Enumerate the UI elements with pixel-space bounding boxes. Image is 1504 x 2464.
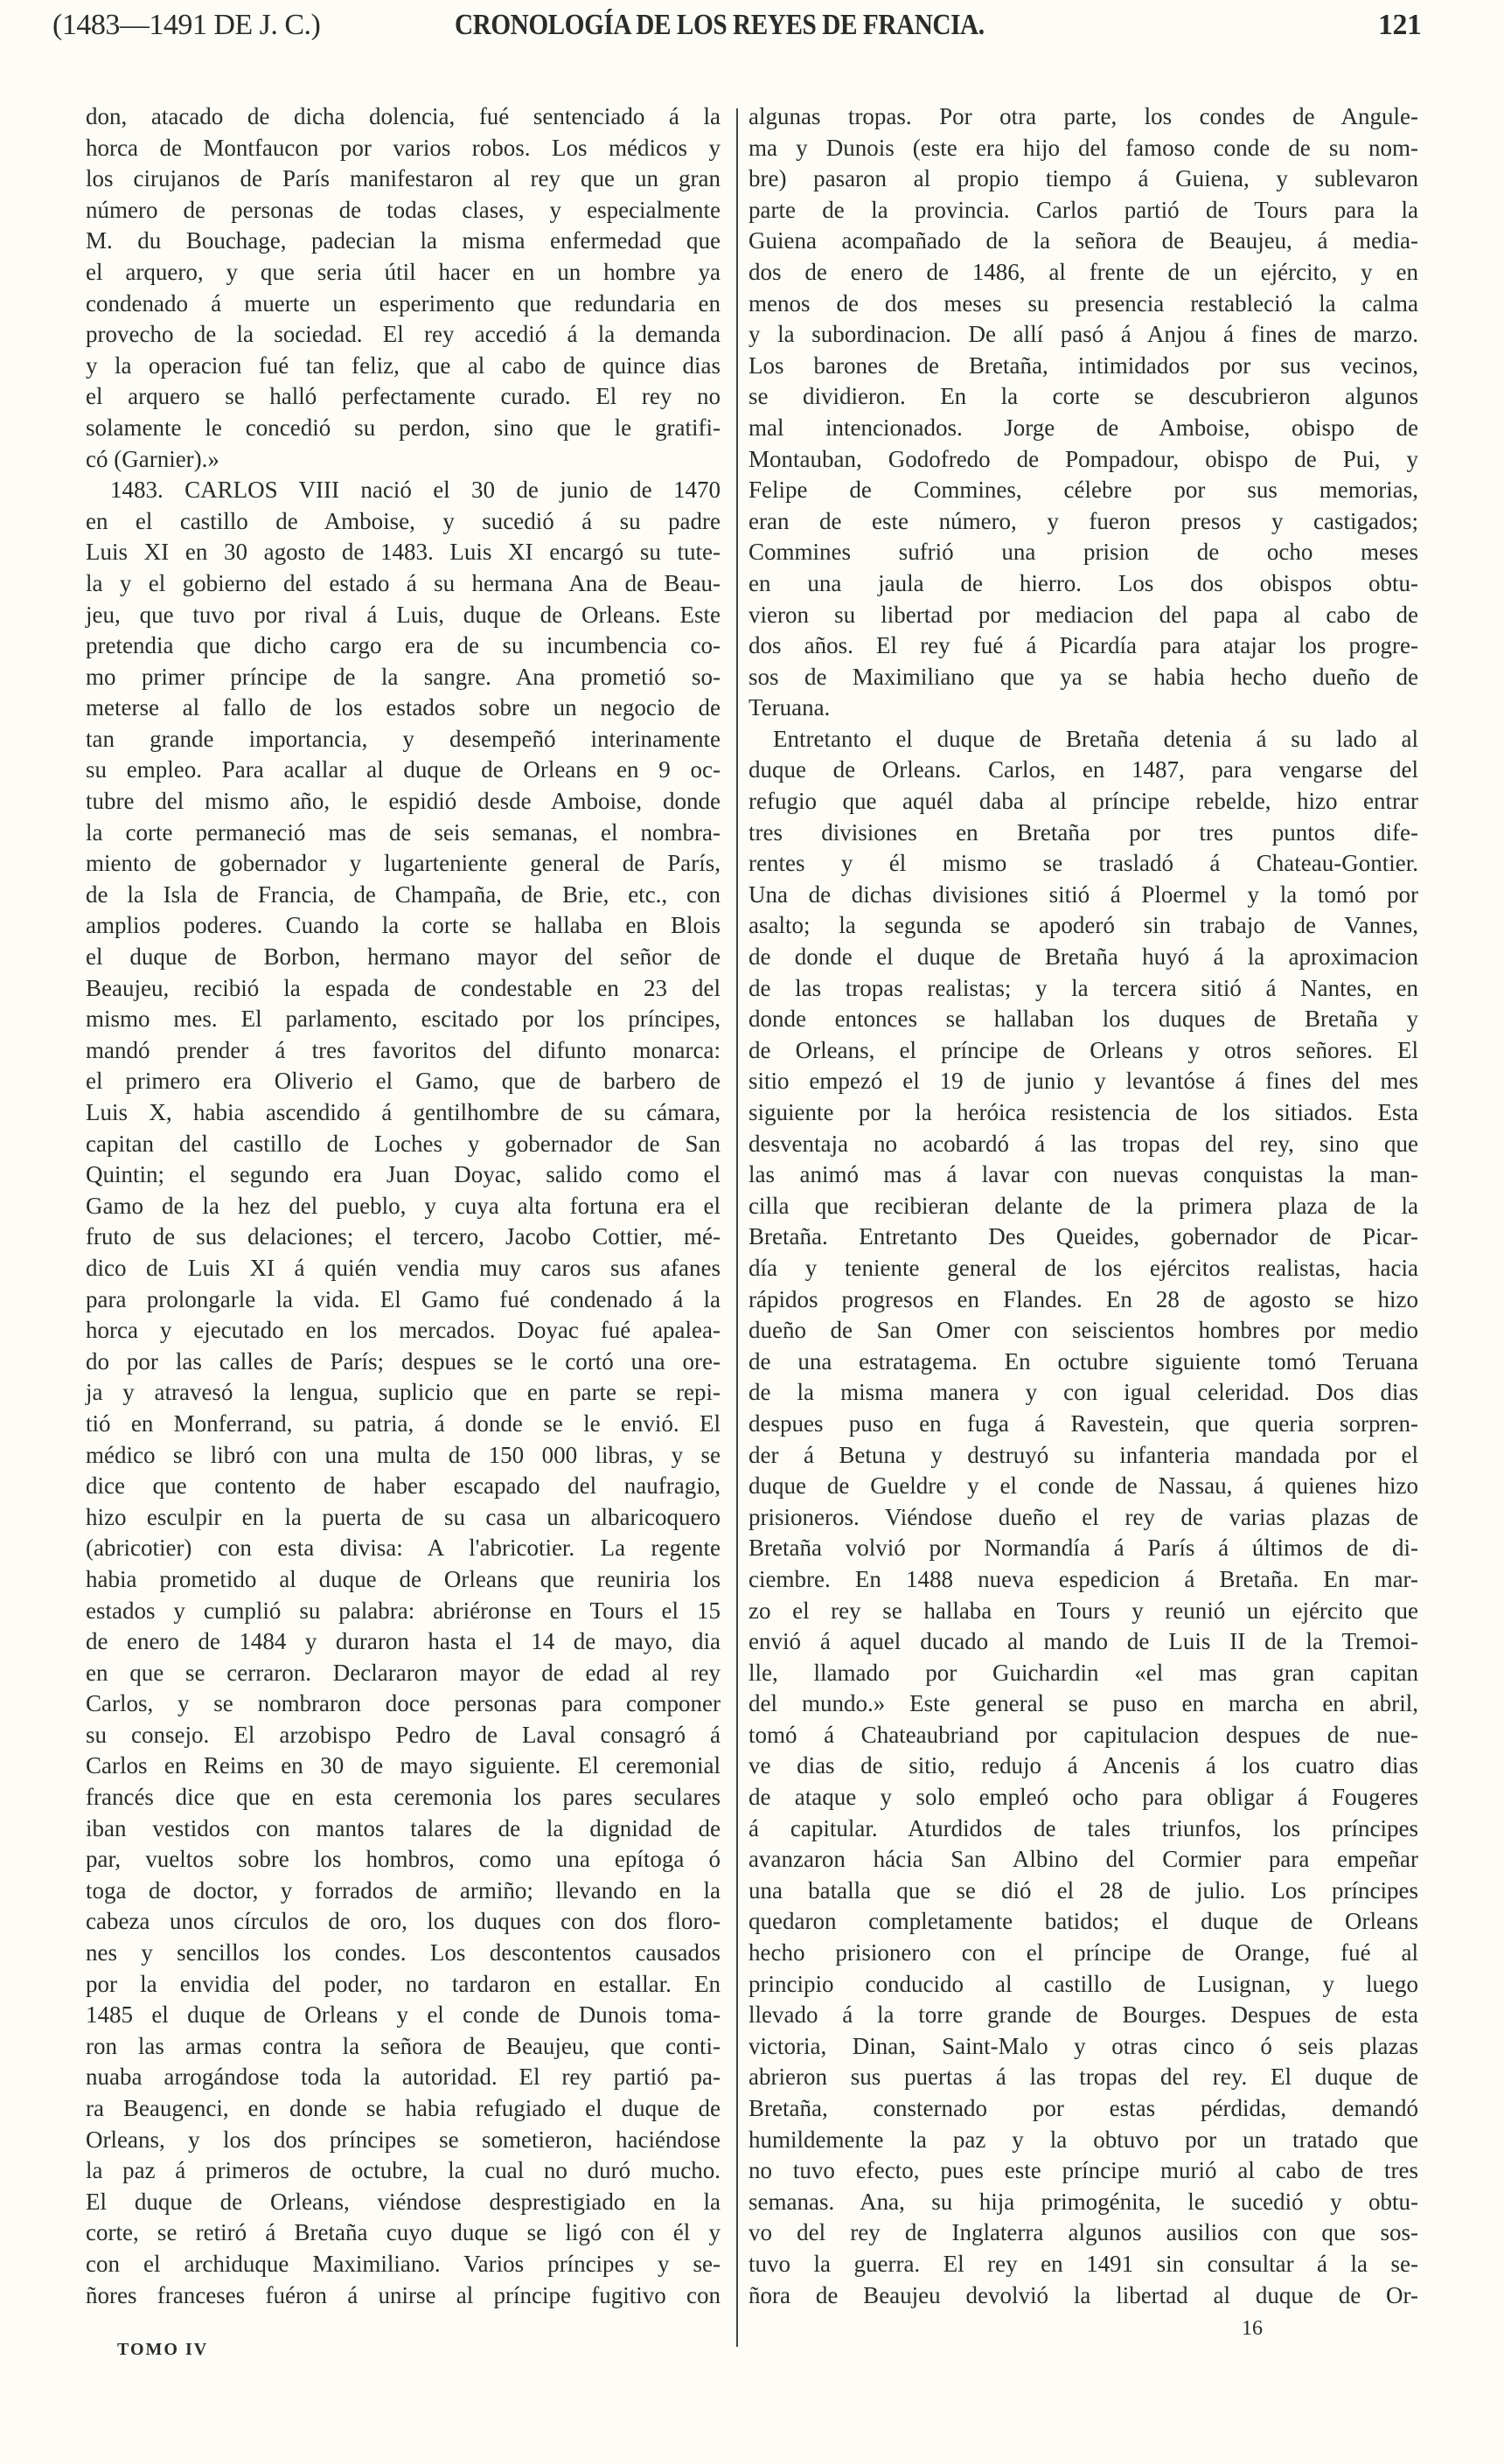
text-line: Commines sufrió una prision de ocho meses [749,539,1418,566]
text-line: médico se libró con una multa de 150 000 libras, y se [86,1441,721,1468]
text-line: iban vestidos con mantos talares de la dignidad de [86,1814,721,1841]
text-line: solamente le concedió su perdon, sino que le gratifi- [86,414,721,441]
text-line: desventaja no acobardó á las tropas del rey, sino que [749,1130,1418,1157]
text-line: Una de dichas divisiones sitió á Ploermel y la tomó por [749,880,1418,908]
text-line: ma y Dunois (este era hijo del famoso conde de su nom- [749,134,1418,161]
text-line: en una jaula de hierro. Los dos obispos obtu- [749,569,1418,596]
text-line: duque de Orleans. Carlos, en 1487, para vengarse del [749,756,1418,783]
text-line: sitio empezó el 19 de junio y levantóse á fines del mes [749,1068,1418,1095]
text-line: dico de Luis XI á quién vendia muy caros sus afanes [86,1254,721,1281]
text-line: Quintin; el segundo era Juan Doyac, salido como el [86,1161,721,1188]
text-line: de donde el duque de Bretaña huyó á la aproximacion [749,943,1418,971]
text-line: el arquero, y que seria útil hacer en un hombre ya [86,258,721,285]
text-line: tomó á Chateaubriand por capitulacion despues de nue- [749,1721,1418,1748]
text-line: ciembre. En 1488 nueva espedicion á Bretaña. En mar- [749,1565,1418,1592]
volume-footer: TOMO IV [117,2340,209,2359]
text-line: prisioneros. Viéndose dueño el rey de varias plazas de [749,1503,1418,1530]
text-line: avanzaron hácia San Albino del Cormier para empeñar [749,1846,1418,1873]
text-line: estados y cumplió su palabra: abriéronse en Tours el 15 [86,1597,721,1624]
text-line: dos años. El rey fué á Picardía para atajar los progre- [749,632,1418,659]
text-line: (abricotier) con esta divisa: A l'abricotier. La regente [86,1535,721,1562]
text-line: la corte permaneció mas de seis semanas, el nombra- [86,818,721,846]
left-column [86,101,721,2311]
text-line: menos de dos meses su presencia restableció la calma [749,289,1418,317]
text-line: Teruana. [749,694,831,721]
text-line: siguiente por la heróica resistencia de los sitiados. Esta [749,1099,1418,1125]
text-line: de Orleans, el príncipe de Orleans y otros señores. El [749,1036,1418,1063]
text-line: algunas tropas. Por otra parte, los condes de Angule- [749,103,1418,129]
text-line: de las tropas realistas; y la tercera sitió á Nantes, en [749,974,1418,1001]
text-line: cabeza unos círculos de oro, los duques con dos floro- [86,1908,721,1935]
text-line: lle, llamado por Guichardin «el mas gran capitan [749,1659,1418,1686]
text-line: dueño de San Omer con seiscientos hombres por medio [749,1317,1418,1344]
text-line: amplios poderes. Cuando la corte se hallaba en Blois [86,912,721,939]
text-line: nes y sencillos los condes. Los descontentos causados [86,1939,721,1966]
text-line: de enero de 1484 y duraron hasta el 14 de mayo, dia [86,1628,721,1655]
text-line: horca de Montfaucon por varios robos. Los médicos y [86,134,721,161]
text-line: para prolongarle la vida. El Gamo fué condenado á la [86,1285,721,1312]
text-line: ñora de Beaujeu devolvió la libertad al duque de Or- [749,2281,1418,2308]
text-line: llevado á la torre grande de Bourges. Despues de esta [749,2001,1418,2029]
text-line: en que se cerraron. Declararon mayor de edad al rey [86,1659,721,1686]
text-line: las animó mas á lavar con nuevas conquistas la man- [749,1161,1418,1188]
text-line: Bretaña. Entretanto Des Queides, gobernador de Picar- [749,1223,1418,1250]
text-line: asalto; la segunda se apoderó sin trabajo de Vannes, [749,912,1418,939]
text-line: Luis XI en 30 agosto de 1483. Luis XI encargó su tute- [86,539,721,566]
text-line: la paz á primeros de octubre, la cual no duró mucho. [86,2157,721,2184]
text-line: tió en Monferrand, su patria, á donde se le envió. El [86,1409,721,1437]
running-head-date-range: (1483—1491 DE J. C.) [52,9,321,41]
text-line: Luis X, habia ascendido á gentilhombre de su cámara, [86,1099,721,1125]
text-line: eran de este número, y fueron presos y castigados; [749,507,1418,534]
text-line: Guiena acompañado de la señora de Beaujeu, á media- [749,227,1418,254]
text-line: ja y atravesó la lengua, suplicio que en parte se repi- [86,1379,721,1406]
text-line: zo el rey se hallaba en Tours y reunió un ejército que [749,1597,1418,1624]
text-line: y la subordinacion. De allí pasó á Anjou á fines de marzo. [749,321,1418,348]
text-line: parte de la provincia. Carlos partió de Tours para la [749,196,1418,223]
text-line: duque de Gueldre y el conde de Nassau, á quienes hizo [749,1472,1418,1500]
text-line: rápidos progresos en Flandes. En 28 de agosto se hizo [749,1285,1418,1312]
text-line: mandó prender á tres favoritos del difunto monarca: [86,1036,721,1063]
text-line: corte, se retiró á Bretaña cuyo duque se ligó con él y [86,2219,721,2246]
right-column [749,101,1418,2311]
text-line: Bretaña, consternado por estas pérdidas, demandó [749,2095,1418,2121]
text-line: de ataque y solo empleó ocho para obligar á Fougeres [749,1784,1418,1811]
text-line: rentes y él mismo se trasladó á Chateau-Gontier. [749,850,1418,877]
text-line: tan grande importancia, y desempeñó interinamente [86,725,721,752]
text-line: y la operacion fué tan feliz, que al cabo de quince dias [86,352,721,379]
text-line: refugio que aquél daba al príncipe rebelde, hizo entrar [749,788,1418,815]
text-line: de la Isla de Francia, de Champaña, de Brie, etc., con [86,880,721,908]
text-line: ra Beaugenci, en donde se habia refugiado el duque de [86,2095,721,2121]
text-line: Carlos en Reims en 30 de mayo siguiente. El ceremonial [86,1752,721,1779]
text-line: M. du Bouchage, padecian la misma enfermedad que [86,227,721,254]
text-line: sos de Maximiliano que ya se habia hecho dueño de [749,663,1418,690]
text-line: su consejo. El arzobispo Pedro de Laval consagró á [86,1721,721,1748]
text-line: despues puso en fuga á Ravestein, que queria sorpren- [749,1409,1418,1437]
text-line: dice que contento de haber escapado del naufragio, [86,1472,721,1500]
text-line: hizo esculpir en la puerta de su casa un albaricoquero [86,1503,721,1530]
text-line: por la envidia del poder, no tardaron en estallar. En [86,1970,721,1997]
text-line: condenado á muerte un esperimento que redundaria en [86,289,721,317]
text-line: capitan del castillo de Loches y gobernador de San [86,1130,721,1157]
text-line: vieron su libertad por mediacion del papa al cabo de [749,601,1418,628]
text-line: ve dias de sitio, redujo á Ancenis á los cuatro dias [749,1752,1418,1779]
text-line: francés dice que en esta ceremonia los pares seculares [86,1784,721,1811]
text-line: Orleans, y los dos príncipes se sometieron, haciéndose [86,2126,721,2153]
text-line: horca y ejecutado en los mercados. Doyac fué apalea- [86,1317,721,1344]
text-line: provecho de la sociedad. El rey accedió á la demanda [86,321,721,348]
text-line: fruto de sus delaciones; el tercero, Jacobo Cottier, mé- [86,1223,721,1250]
text-line: del mundo.» Este general se puso en marcha en abril, [749,1690,1418,1717]
text-line: á capitular. Aturdidos de tales triunfos, los príncipes [749,1814,1418,1841]
text-line: mal intencionados. Jorge de Amboise, obispo de [749,414,1418,441]
text-line: se dividieron. En la corte se descubrieron algunos [749,383,1418,410]
text-line: miento de gobernador y lugarteniente general de París, [86,850,721,877]
text-line: envió á aquel ducado al mando de Luis II de la Tremoi- [749,1628,1418,1655]
text-line: tres divisiones en Bretaña por tres puntos dife- [749,818,1418,846]
text-line: una batalla que se dió el 28 de julio. Los príncipes [749,1876,1418,1904]
text-line: pretendia que dicho cargo era de su incumbencia co- [86,632,721,659]
page-number: 121 [1378,9,1422,41]
text-line: tuvo la guerra. El rey en 1491 sin consultar á la se- [749,2250,1418,2277]
text-line: Beaujeu, recibió la espada de condestable en 23 del [86,974,721,1001]
text-line: mismo mes. El parlamento, escitado por los príncipes, [86,1006,721,1033]
text-line: nuaba arrogándose toda la autoridad. El rey partió pa- [86,2064,721,2091]
text-line: el arquero se halló perfectamente curado. El rey no [86,383,721,410]
text-line: el duque de Borbon, hermano mayor del señor de [86,943,721,971]
text-line: 1485 el duque de Orleans y el conde de Dunois toma- [86,2001,721,2029]
text-line: Bretaña volvió por Normandía á París á últimos de di- [749,1535,1418,1562]
text-line: de la misma manera y con igual celeridad. Dos dias [749,1379,1418,1406]
running-head-title: CRONOLOGÍA DE LOS REYES DE FRANCIA. [455,9,985,41]
text-line: el primero era Oliverio el Gamo, que de barbero de [86,1068,721,1095]
text-line: semanas. Ana, su hija primogénita, le sucedió y obtu- [749,2188,1418,2215]
text-line: no tuvo efecto, pues este príncipe murió al cabo de tres [749,2157,1418,2184]
text-line: habia prometido al duque de Orleans que reuniria los [86,1565,721,1592]
text-line: der á Betuna y destruyó su infanteria mandada por el [749,1441,1418,1468]
text-line: los cirujanos de París manifestaron al rey que un gran [86,165,721,192]
text-line: de una estratagema. En octubre siguiente tomó Teruana [749,1347,1418,1375]
text-line: donde entonces se hallaban los duques de Bretaña y [749,1006,1418,1033]
text-line: par, vueltos sobre los hombros, como una epítoga ó [86,1846,721,1873]
text-line: ron las armas contra la señora de Beaujeu, que conti- [86,2032,721,2059]
text-line: abrieron sus puertas á las tropas del rey. El duque de [749,2064,1418,2091]
text-line: El duque de Orleans, viéndose desprestigiado en la [86,2188,721,2215]
text-line: cilla que recibieran delante de la primera plaza de la [749,1192,1418,1219]
text-line: hecho prisionero con el príncipe de Orange, fué al [749,1939,1418,1966]
text-line: en el castillo de Amboise, y sucedió á su padre [86,507,721,534]
printer-signature: 16 [1242,2317,1263,2340]
text-line: vo del rey de Inglaterra algunos ausilios con que sos- [749,2219,1418,2246]
text-line: Entretanto el duque de Bretaña detenia á su lado al [773,725,1418,752]
text-line: quedaron completamente batidos; el duque de Orleans [749,1908,1418,1935]
text-line: humildemente la paz y la obtuvo por un tratado que [749,2126,1418,2153]
text-line: jeu, que tuvo por rival á Luis, duque de Orleans. Este [86,601,721,628]
text-line: principio conducido al castillo de Lusignan, y luego [749,1970,1418,1997]
text-line: número de personas de todas clases, y especialmente [86,196,721,223]
text-line: 1483. CARLOS VIII nació el 30 de junio de 1470 [110,477,721,504]
text-line: Gamo de la hez del pueblo, y cuya alta fortuna era el [86,1192,721,1219]
text-line: victoria, Dinan, Saint-Malo y otras cinco ó seis plazas [749,2032,1418,2059]
text-line: Felipe de Commines, célebre por sus memorias, [749,477,1418,504]
text-line: su empleo. Para acallar al duque de Orleans en 9 oc- [86,756,721,783]
text-line: Los barones de Bretaña, intimidados por sus vecinos, [749,352,1418,379]
text-line: do por las calles de París; despues se le cortó una ore- [86,1347,721,1375]
text-line: bre) pasaron al propio tiempo á Guiena, y sublevaron [749,165,1418,192]
text-line: con el archiduque Maximiliano. Varios príncipes y se- [86,2250,721,2277]
text-line: có (Garnier).» [86,445,219,472]
text-line: la y el gobierno del estado á su hermana Ana de Beau- [86,569,721,596]
column-divider [736,108,738,2347]
text-line: dos de enero de 1486, al frente de un ejército, y en [749,258,1418,285]
text-line: mo primer príncipe de la sangre. Ana prometió so- [86,663,721,690]
text-line: don, atacado de dicha dolencia, fué sentenciado á la [86,103,721,129]
text-line: ñores franceses fuéron á unirse al príncipe fugitivo con [86,2281,721,2308]
text-line: meterse al fallo de los estados sobre un negocio de [86,694,721,721]
text-line: día y teniente general de los ejércitos realistas, hacia [749,1254,1418,1281]
text-line: Carlos, y se nombraron doce personas para componer [86,1690,721,1717]
text-line: tubre del mismo año, le espidió desde Amboise, donde [86,788,721,815]
text-line: Montauban, Godofredo de Pompadour, obispo de Pui, y [749,445,1418,472]
text-line: toga de doctor, y forrados de armiño; llevando en la [86,1876,721,1904]
